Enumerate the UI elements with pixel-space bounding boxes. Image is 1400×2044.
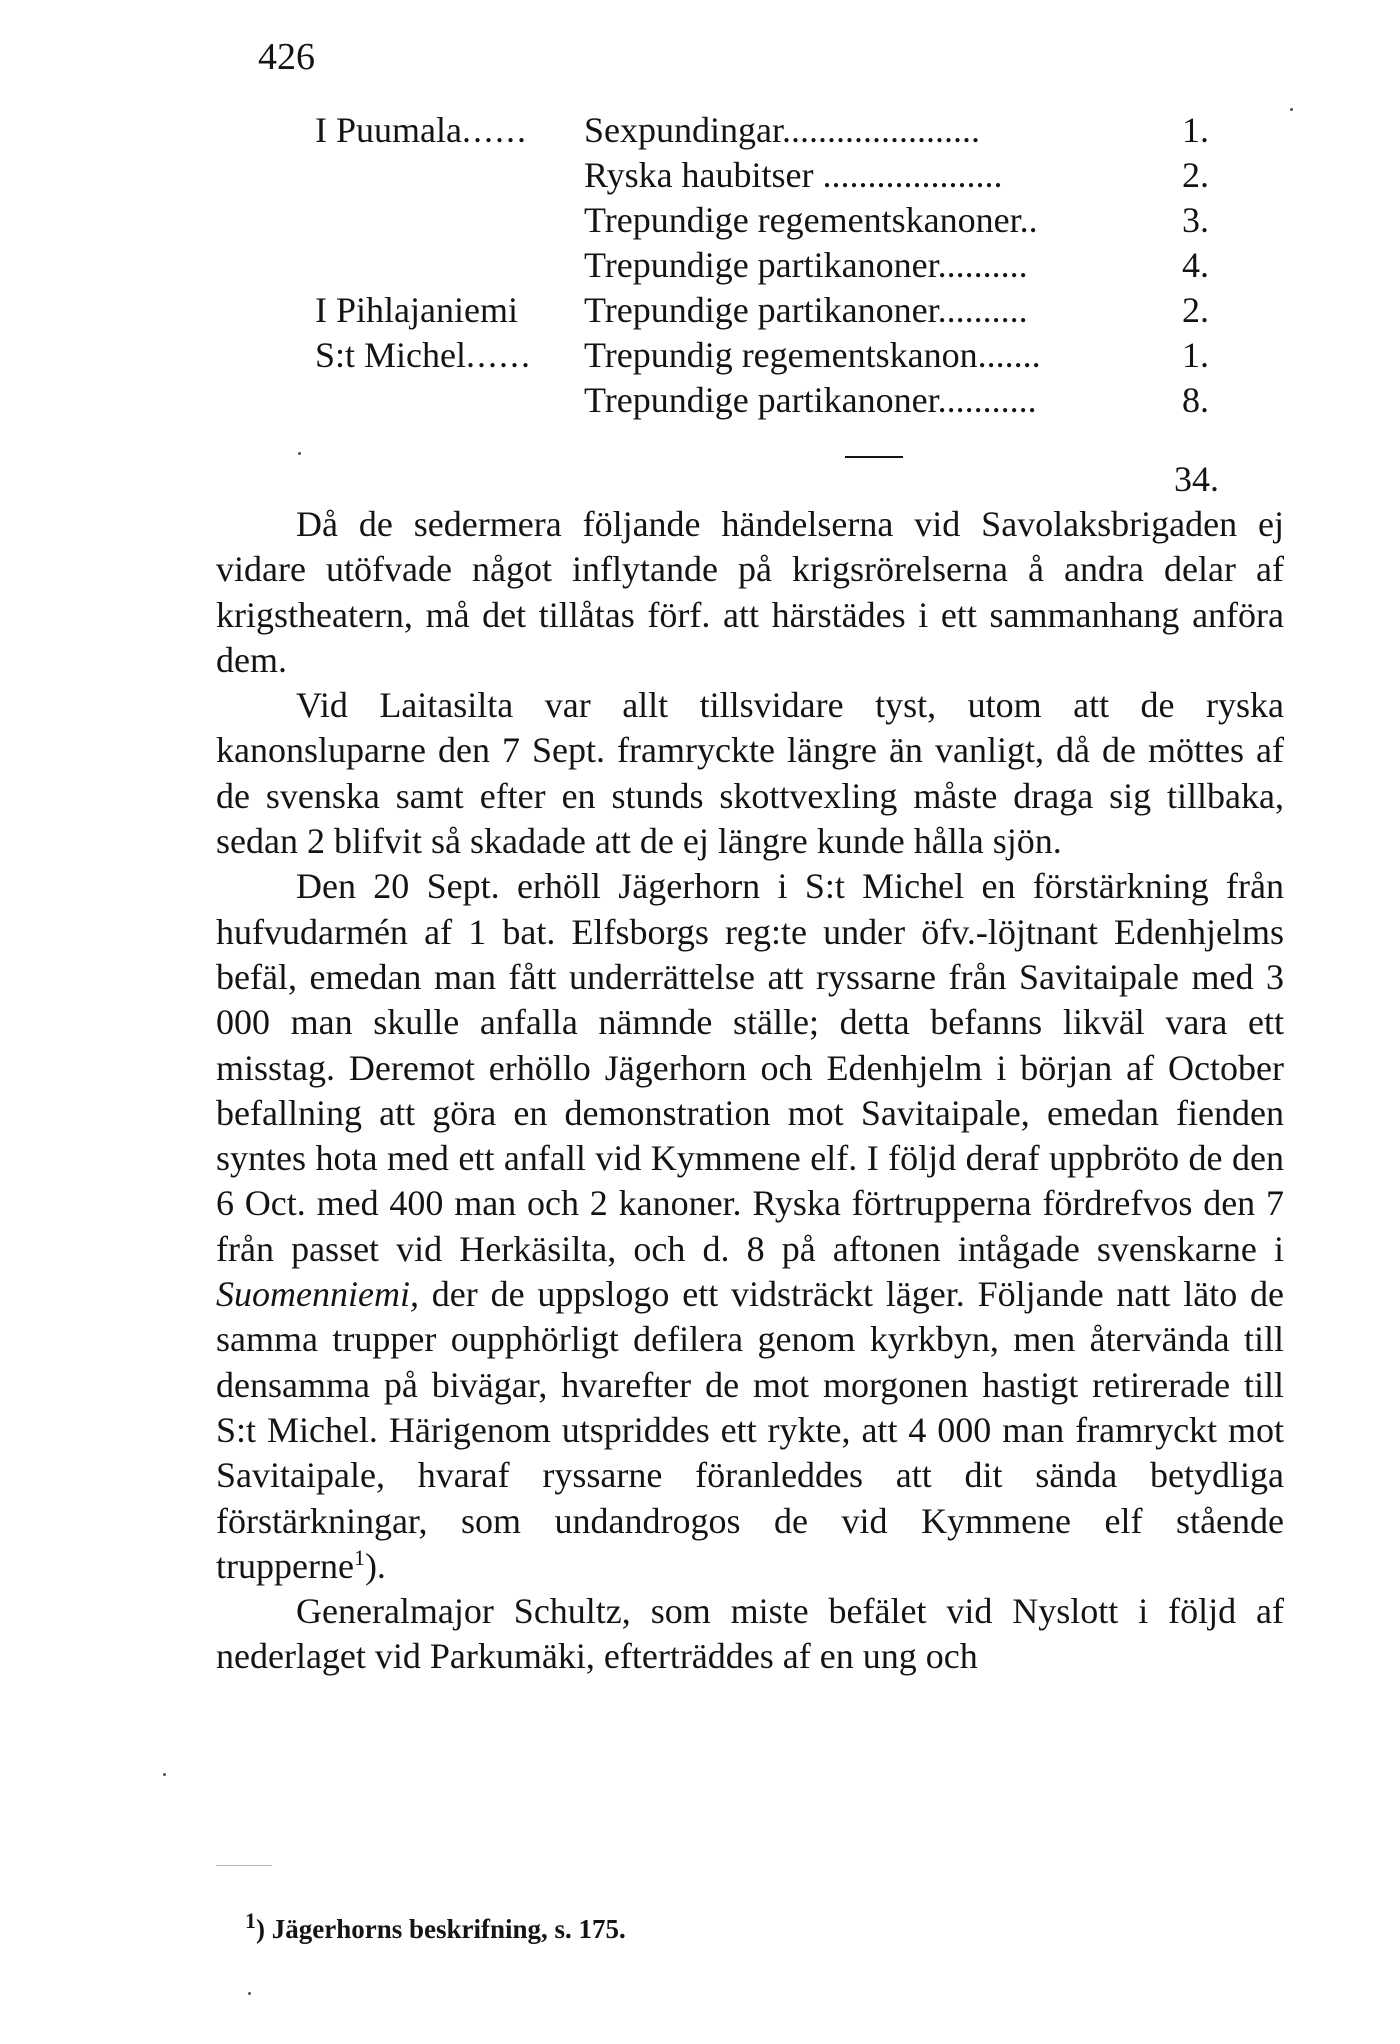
scan-speck bbox=[248, 1992, 251, 1995]
place-name-italic: Suomenniemi, bbox=[216, 1274, 419, 1315]
item-name: Sexpundingar...................... bbox=[584, 110, 980, 150]
place-name: S:t Michel...... bbox=[315, 335, 532, 375]
place-name: I Puumala...... bbox=[315, 110, 528, 150]
table-row bbox=[315, 153, 1215, 198]
quantity: 3. bbox=[1182, 200, 1209, 240]
table-row bbox=[315, 288, 1215, 333]
item-name: Trepundig regementskanon....... bbox=[584, 335, 1041, 375]
footnote-mark: 1 bbox=[245, 1908, 256, 1933]
artillery-table bbox=[315, 108, 1215, 423]
table-row bbox=[315, 243, 1215, 288]
item-name: Trepundige regementskanoner.. bbox=[584, 200, 1038, 240]
table-row bbox=[315, 333, 1215, 378]
quantity: 4. bbox=[1182, 245, 1209, 285]
page-number: 426 bbox=[258, 36, 315, 78]
quantity: 2. bbox=[1182, 155, 1209, 195]
scan-speck bbox=[1290, 108, 1293, 111]
table-row bbox=[315, 198, 1215, 243]
footnote: $^1$) Jägerhorns beskrifning, s. 175. bbox=[245, 1908, 626, 1944]
table-row bbox=[315, 378, 1215, 423]
quantity: 1. bbox=[1182, 110, 1209, 150]
item-name: Trepundige partikanoner........... bbox=[584, 380, 1037, 420]
table-row bbox=[315, 108, 1215, 153]
sum-rule bbox=[845, 456, 903, 458]
item-name: Trepundige partikanoner.......... bbox=[584, 290, 1028, 330]
body-text bbox=[216, 502, 1284, 1680]
place-name: I Pihlajaniemi bbox=[315, 290, 518, 330]
footnote-divider bbox=[216, 1865, 272, 1866]
scan-speck bbox=[163, 1773, 166, 1776]
table-total: 34. bbox=[1174, 459, 1219, 499]
quantity: 2. bbox=[1182, 290, 1209, 330]
paragraph: Vid Laitasilta var allt tillsvidare tyst, utom att de ryska kanonsluparne den 7 Sept. framryckte längre än vanligt, då de möttes af de svenska samt efter en stunds skottvexling måste draga sig tillbaka, sedan 2 blifvit så skadade att de ej längre kunde hålla sjön. bbox=[216, 685, 1284, 862]
paragraph: Då de sedermera följande händelserna vid Savolaksbrigaden ej vidare utöfvade något inflytande på krigsrörelserna å andra delar af krigstheatern, må det tillåtas förf. att härstädes i ett sammanhang anföra dem. bbox=[216, 504, 1284, 680]
paragraph: Den 20 Sept. erhöll Jägerhorn i S:t Michel en förstärkning från hufvudarmén af 1 bat. Elfsborgs reg:te under öfv.-löjtnant Edenhjelms befäl, emedan man fått underrättelse att ryssarne från Savitaipale med 3 000 man skulle anfalla nämnde ställe; detta befanns likväl vara ett misstag. Deremot erhöllo Jägerhorn och Edenhjelm i början af October befallning att göra en demonstration mot Savitaipale, emedan fienden syntes hota med ett anfall vid Kymmene elf. I följd deraf uppbröto de den 6 Oct. med 400 man och 2 kanoner. Ryska förtrupperna fördrefvos den 7 från passet vid Herkäsilta, och d. 8 på aftonen intågade svenskarne i Suomenniemi, der de uppslogo ett vidsträckt läger. Följande natt läto de samma trupper oupphörligt defilera genom kyrkbyn, men återvända till densamma på bivägar, hvarefter de mot morgonen hastigt retirerade till S:t Michel. Härigenom utspriddes ett rykte, att 4 000 man framryckt mot Savitaipale, hvaraf ryssarne föranleddes att dit sända betydliga förstärkningar, som undandrogos de vid Kymmene elf stående trupperne$^1$). bbox=[216, 866, 1284, 1586]
paragraph: Generalmajor Schultz, som miste befälet vid Nyslott i följd af nederlaget vid Parkumäki, efterträddes af en ung och bbox=[216, 1591, 1284, 1677]
quantity: 8. bbox=[1182, 380, 1209, 420]
scan-speck bbox=[298, 452, 301, 455]
footnote-ref: 1 bbox=[353, 1544, 365, 1570]
item-name: Ryska haubitser .................... bbox=[584, 155, 1003, 195]
quantity: 1. bbox=[1182, 335, 1209, 375]
item-name: Trepundige partikanoner.......... bbox=[584, 245, 1028, 285]
